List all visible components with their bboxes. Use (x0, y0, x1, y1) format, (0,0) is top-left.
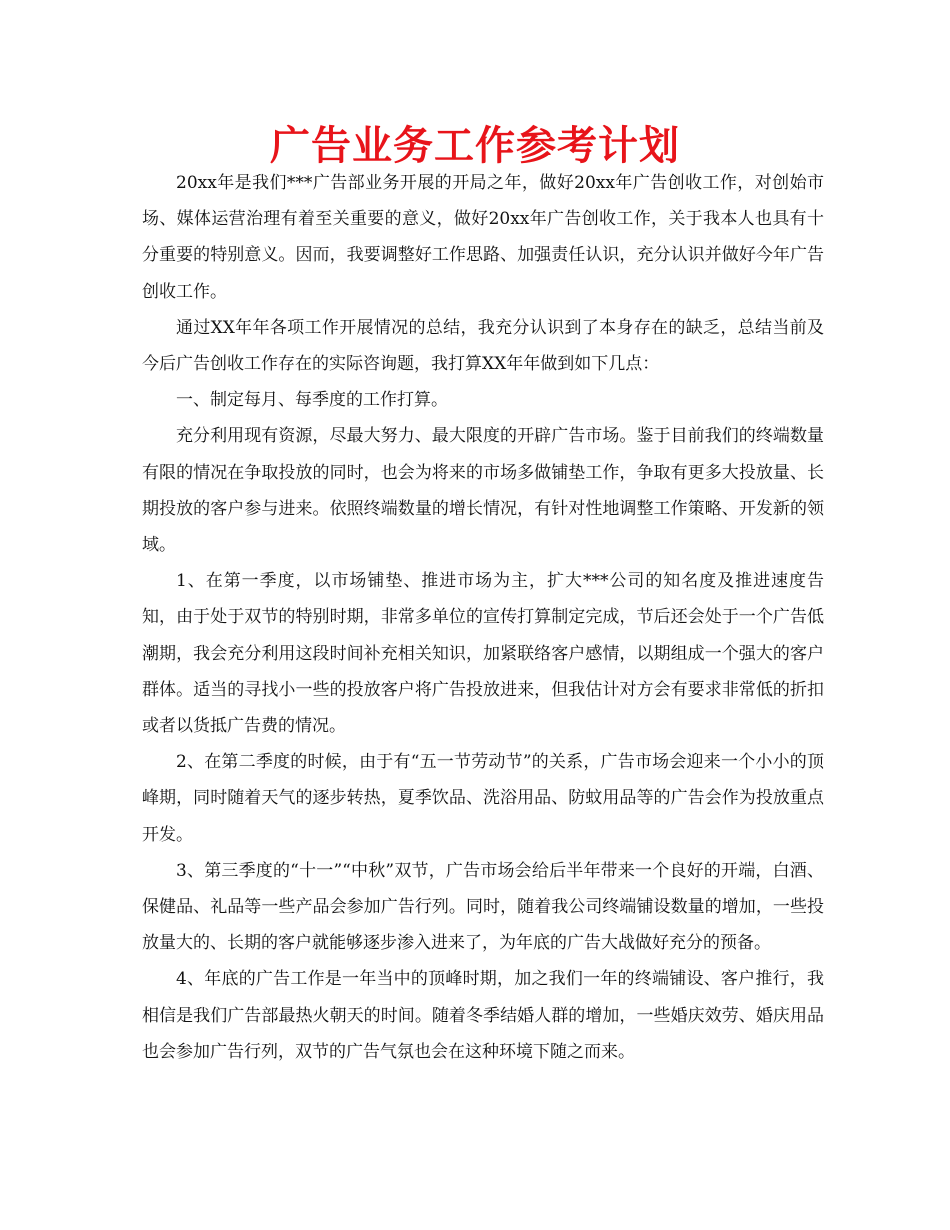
paragraph-intro: 20xx年是我们***广告部业务开展的开局之年，做好20xx年广告创收工作，对创始市场、媒体运营治理有着至关重要的意义，做好20xx年广告创收工作，关于我本人也具有十分重要的特别意义。因而，我要调整好工作思路、加强责任认识，充分认识并做好今年广告创收工作。 (142, 173, 824, 302)
paragraph-q3: 3、第三季度的“十一”“中秋”双节，广告市场会给后半年带来一个良好的开端，白酒、保健品、礼品等一些产品会参加广告行列。同时，随着我公司终端铺设数量的增加，一些投放量大的、长期的客户就能够逐步渗入进来了，为年底的广告大战做好充分的预备。 (142, 860, 824, 954)
paragraph-q4: 4、年底的广告工作是一年当中的顶峰时期，加之我们一年的终端铺设、客户推行，我相信是我们广告部最热火朝天的时间。随着冬季结婚人群的增加，一些婚庆效劳、婚庆用品也会参加广告行列，双节的广告气氛也会在这种环境下随之而来。 (142, 969, 824, 1062)
paragraph-resources: 充分利用现有资源，尽最大努力、最大限度的开辟广告市场。鉴于目前我们的终端数量有限的情况在争取投放的同时，也会为将来的市场多做铺垫工作，争取有更多大投放量、长期投放的客户参与进来。依照终端数量的增长情况，有针对性地调整工作策略、开发新的领域。 (142, 426, 824, 556)
section-heading-1: 一、制定每月、每季度的工作打算。 (176, 390, 448, 411)
document-title: 广告业务工作参考计划 (270, 123, 680, 169)
paragraph-summary: 通过XX年年各项工作开展情况的总结，我充分认识到了本身存在的缺乏，总结当前及今后广告创收工作存在的实际咨询题，我打算XX年年做到如下几点： (142, 317, 824, 375)
paragraph-q2: 2、在第二季度的时候，由于有“五一节劳动节”的关系，广告市场会迎来一个小小的顶峰期，同时随着天气的逐步转热，夏季饮品、洗浴用品、防蚊用品等的广告会作为投放重点开发。 (142, 752, 824, 845)
document-body (142, 165, 824, 1070)
paragraph-q1: 1、在第一季度，以市场铺垫、推进市场为主，扩大***公司的知名度及推进速度告知，由于处于双节的特别时期，非常多单位的宣传打算制定完成，节后还会处于一个广告低潮期，我会充分利用这段时间补充相关知识，加紧联络客户感情，以期组成一个强大的客户群体。适当的寻找小一些的投放客户将广告投放进来，但我估计对方会有要求非常低的折扣或者以货抵广告费的情况。 (142, 571, 824, 737)
